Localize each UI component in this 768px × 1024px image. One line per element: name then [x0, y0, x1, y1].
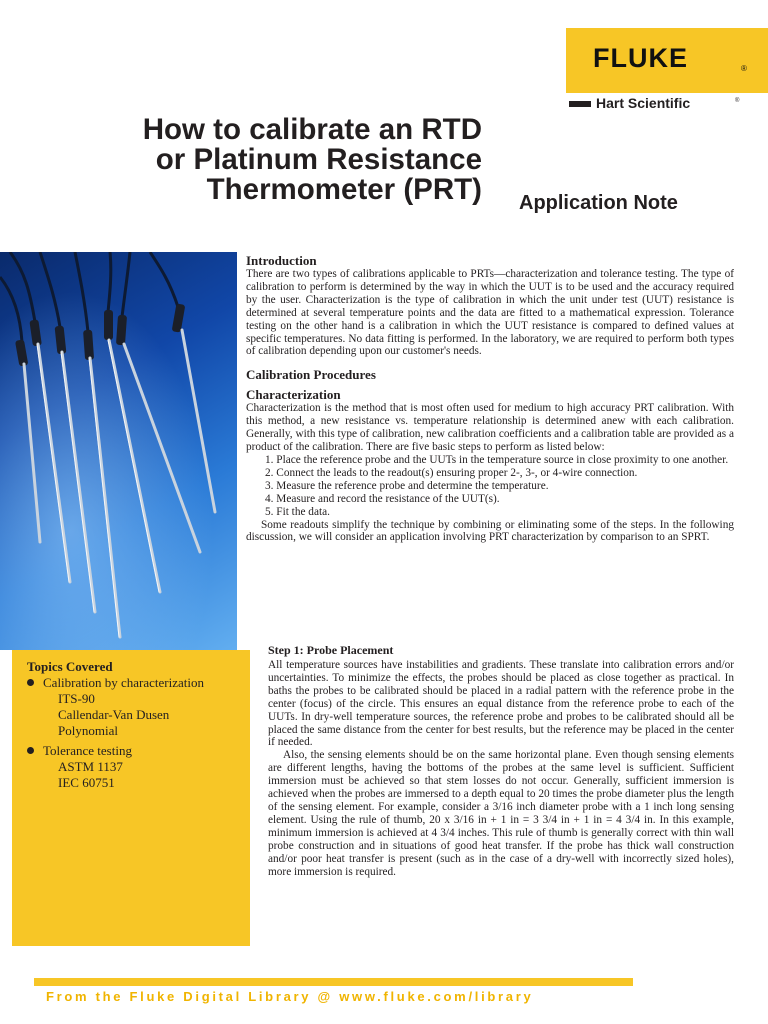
- list-item: 4. Measure and record the resistance of the UUT(s).: [265, 492, 500, 505]
- title-line-2: or Platinum Resistance: [155, 143, 482, 176]
- topic-item: IEC 60751: [58, 775, 115, 790]
- calibration-procedures-heading: Calibration Procedures: [246, 367, 376, 383]
- main-content: [246, 253, 734, 544]
- step1-paragraph-2: Also, the sensing elements should be on the same horizontal plane. Even though sensing elements are different lengths, having the bottoms of the probes at the same level is sufficient. Sufficient immersion must be achieved so that stem losses do not occur. Generally, sufficient immersion is achieved when the probes are immersed to a depth equal to 20 times the probe diameter plus the length of the sensing element. For example, consider a 3/16 inch diameter probe with a 1 inch long sensing element. Using the rule of thumb, 20 x 3/16 in + 1 in = 3 3/4 in + 1 in = 4 3/4 in. In this example, minimum immersion is achieved at 4 3/4 inches. This rule of thumb is generally correct with thin wall probe construction and in situations of good heat transfer. If the probe has thick wall construction and/or poor heat transfer is present (such as in the case of a dry-well with incorrectly sized holes), more immersion is required.: [268, 749, 734, 878]
- document-title: [143, 115, 482, 205]
- introduction-heading: Introduction: [246, 253, 317, 268]
- division-name: Hart Scientific: [596, 95, 691, 111]
- topic-label: Calibration by characterization: [43, 675, 204, 690]
- topic-item: ITS-90: [58, 691, 95, 706]
- topic-group: [27, 743, 250, 759]
- topics-heading: Topics Covered: [27, 659, 113, 674]
- list-item: 3. Measure the reference probe and determine the temperature.: [265, 479, 549, 492]
- bullet-icon: [27, 747, 34, 754]
- list-item: 2. Connect the leads to the readout(s) ensuring proper 2-, 3-, or 4-wire connection.: [265, 466, 638, 479]
- step1-heading: Step 1: Probe Placement: [268, 643, 394, 657]
- step1-content: [268, 659, 734, 878]
- topic-item: Callendar-Van Dusen: [58, 707, 170, 722]
- topic-item: Polynomial: [58, 723, 118, 738]
- logo-registered-mark: ®: [741, 64, 747, 73]
- topic-label: Tolerance testing: [43, 743, 132, 758]
- topic-item: ASTM 1137: [58, 759, 123, 774]
- footer-rule: [34, 978, 633, 986]
- footer-library-link[interactable]: From the Fluke Digital Library @ www.fluke.com/library: [46, 989, 534, 1004]
- introduction-body: There are two types of calibrations applicable to PRTs—characterization and tolerance testing. The type of calibration to perform is determined by the way in which the UUT is to be used and the accuracy required by the user. Characterization is the type of calibration in which the unit under test (UUT) resistance is determined at several temperature points and the data are fitted to a mathematical expression. Tolerance testing on the other hand is a calibration in which the UUT resistance is compared to defined values at specific temperatures. No data fitting is performed. In the laboratory, we are required to perform both types of calibration depending upon our customer's needs.: [246, 268, 734, 358]
- division-registered-mark: ®: [735, 98, 740, 104]
- probes-photo: [0, 252, 237, 650]
- bullet-icon: [27, 679, 34, 686]
- topics-covered-box: [12, 650, 250, 946]
- division-bar: [569, 101, 591, 107]
- title-line-1: How to calibrate an RTD: [142, 113, 482, 146]
- list-item: 1. Place the reference probe and the UUTs in the temperature source in close proximity to one another.: [265, 453, 729, 466]
- after-steps-body: Some readouts simplify the technique by combining or eliminating some of the steps. In the following discussion, we will consider an application involving PRT characterization by comparison to an SPRT.: [246, 518, 734, 544]
- list-item: 5. Fit the data.: [265, 505, 330, 518]
- steps-list: [246, 454, 734, 519]
- topic-group: [27, 675, 250, 691]
- title-line-3: Thermometer (PRT): [206, 173, 482, 206]
- probes-illustration: [0, 252, 237, 650]
- fluke-logo: [566, 28, 768, 93]
- document-type: Application Note: [519, 192, 678, 214]
- characterization-body: Characterization is the method that is most often used for medium to high accuracy PRT calibration. With this method, a new resistance vs. temperature relationship is determined anew with each calibration. Generally, with this type of calibration, new calibration coefficients and a calibration table are provided as a product of the calibration. There are five basic steps to perform as listed below:: [246, 402, 734, 454]
- characterization-heading: Characterization: [246, 387, 341, 403]
- logo-wordmark: FLUKE: [593, 43, 688, 73]
- step1-paragraph-1: All temperature sources have instabilities and gradients. These translate into calibration errors and/or uncertainties. To minimize the effects, the probes should be placed as close together as practical. In baths the probes to be calibrated should be placed in a radial pattern with the reference probe in the center (focus) of the circle. This ensures an equal distance from the reference probe to each of the UUTs. In dry-well temperature sources, the reference probe and probes to be calibrated should all be placed the same distance from the center for best results, but the reference may be placed in the center if needed.: [268, 659, 734, 749]
